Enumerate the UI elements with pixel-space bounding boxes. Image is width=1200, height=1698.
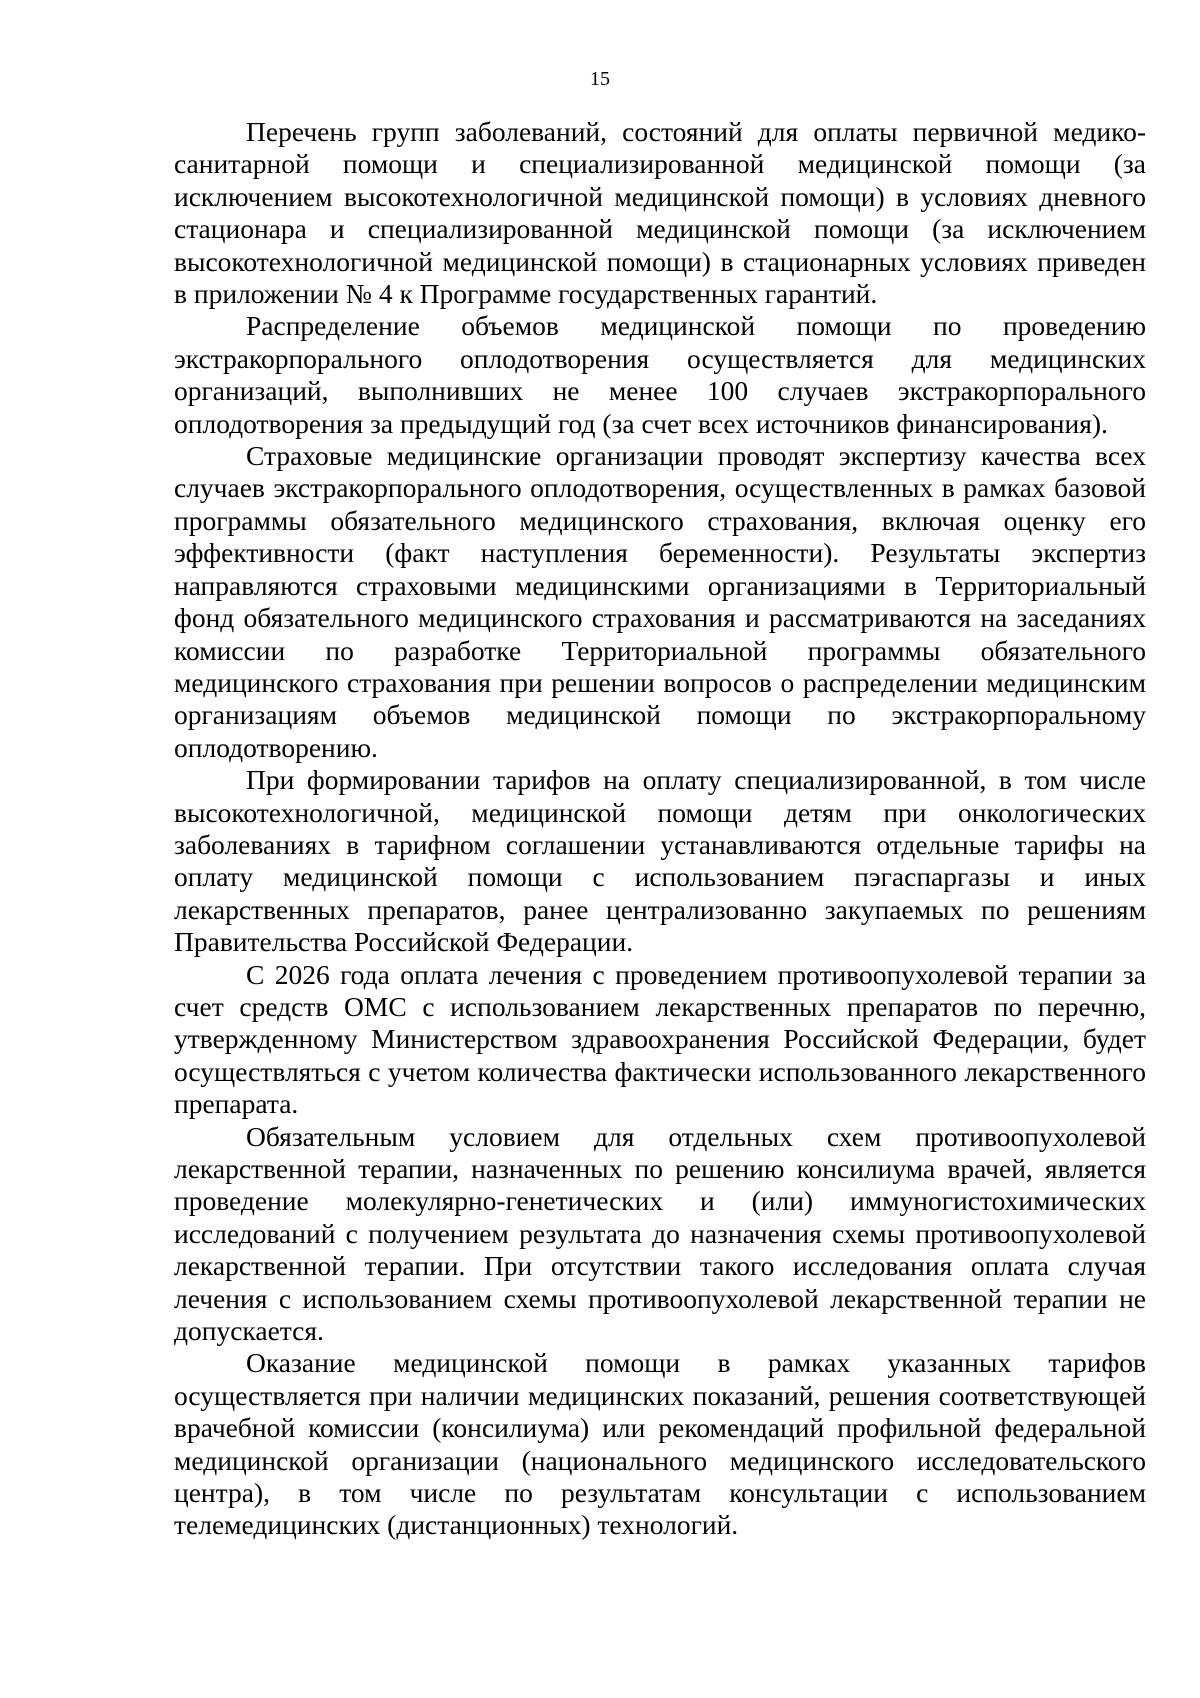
paragraph-care-provision: Оказание медицинской помощи в рамках указанных тарифов осуществляется при наличии медицинских показаний, решения соответствующей врачебной комиссии (консилиума) или рекомендаций профильной федеральной медицинской организации (национального медицинского исследовательского центра), в том числе по результатам консультации с использованием телемедицинских (дистанционных) технологий. xyxy=(174,1347,1146,1541)
page-number: 15 xyxy=(590,68,610,90)
body-text xyxy=(174,116,1146,1542)
paragraph-ivf-expertise: Страховые медицинские организации проводят экспертизу качества всех случаев экстракорпорального оплодотворения, осуществленных в рамках базовой программы обязательного медицинского страхования, включая оценку его эффективности (факт наступления беременности). Результаты экспертиз направляются страховыми медицинскими организациями в Территориальный фонд обязательного медицинского страхования и рассматриваются на заседаниях комиссии по разработке Территориальной программы обязательного медицинского страхования при решении вопросов о распределении медицинским организациям объемов медицинской помощи по экстракорпоральному оплодотворению. xyxy=(174,440,1146,763)
paragraph-ivf-distribution: Распределение объемов медицинской помощи по проведению экстракорпорального оплодотворения осуществляется для медицинских организаций, выполнивших не менее 100 случаев экстракорпорального оплодотворения за предыдущий год (за счет всех источников финансирования). xyxy=(174,310,1146,439)
paragraph-2026-payment: С 2026 года оплата лечения с проведением противоопухолевой терапии за счет средств ОМС с использованием лекарственных препаратов по перечню, утвержденному Министерством здравоохранения Российской Федерации, будет осуществляться с учетом количества фактически использованного лекарственного препарата. xyxy=(174,958,1146,1120)
paragraph-mandatory-condition: Обязательным условием для отдельных схем противоопухолевой лекарственной терапии, назначенных по решению консилиума врачей, является проведение молекулярно-генетических и (или) иммуногистохимических исследований с получением результата до назначения схемы противоопухолевой лекарственной терапии. При отсутствии такого исследования оплата случая лечения с использованием схемы противоопухолевой лекарственной терапии не допускается. xyxy=(174,1120,1146,1347)
paragraph-pediatric-oncology-tariffs: При формировании тарифов на оплату специализированной, в том числе высокотехнологичной, медицинской помощи детям при онкологических заболеваниях в тарифном соглашении устанавливаются отдельные тарифы на оплату медицинской помощи с использованием пэгаспаргазы и иных лекарственных препаратов, ранее централизованно закупаемых по решениям Правительства Российской Федерации. xyxy=(174,764,1146,958)
paragraph-disease-groups: Перечень групп заболеваний, состояний для оплаты первичной медико-санитарной помощи и специализированной медицинской помощи (за исключением высокотехнологичной медицинской помощи) в условиях дневного стационара и специализированной медицинской помощи (за исключением высокотехнологичной медицинской помощи) в стационарных условиях приведен в приложении № 4 к Программе государственных гарантий. xyxy=(174,116,1146,310)
